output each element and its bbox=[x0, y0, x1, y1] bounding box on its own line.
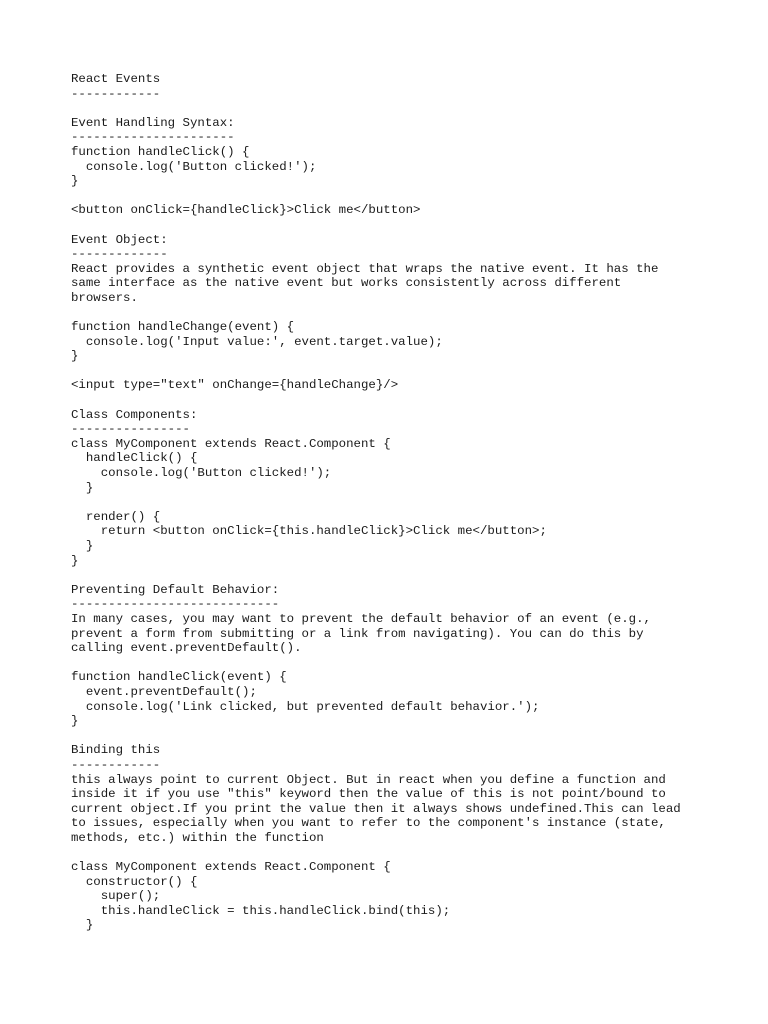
document-text: React Events ------------ Event Handling Syntax: ---------------------- function handleClick() { console.log('Button clicked!'); } <button onClick={handleClick}>Click me</button> Event Object: ------------- React provides a synthetic event object that wraps the native event. It has the same interface as the native event but works consistently across different browsers. function handleChange(event) { console.log('Input value:', event.target.value); } <input type="text" onChange={handleChange}/> Class Components: ---------------- class MyComponent extends React.Component { handleClick() { console.log('Button clicked!'); } render() { return <button onClick={this.handleClick}>Click me</button>; } } Preventing Default Behavior: ---------------------------- In many cases, you may want to prevent the default behavior of an event (e.g., prevent a form from submitting or a link from navigating). You can do this by calling event.preventDefault(). function handleClick(event) { event.preventDefault(); console.log('Link clicked, but prevented default behavior.'); } Binding this ------------ this always point to current Object. But in react when you define a function and inside it if you use "this" keyword then the value of this is not point/bound to current object.If you print the value then it always shows undefined.This can lead to issues, especially when you want to refer to the component's instance (state, methods, etc.) within the function class MyComponent extends React.Component { constructor() { super(); this.handleClick = this.handleClick.bind(this); } bbox=[71, 72, 681, 933]
